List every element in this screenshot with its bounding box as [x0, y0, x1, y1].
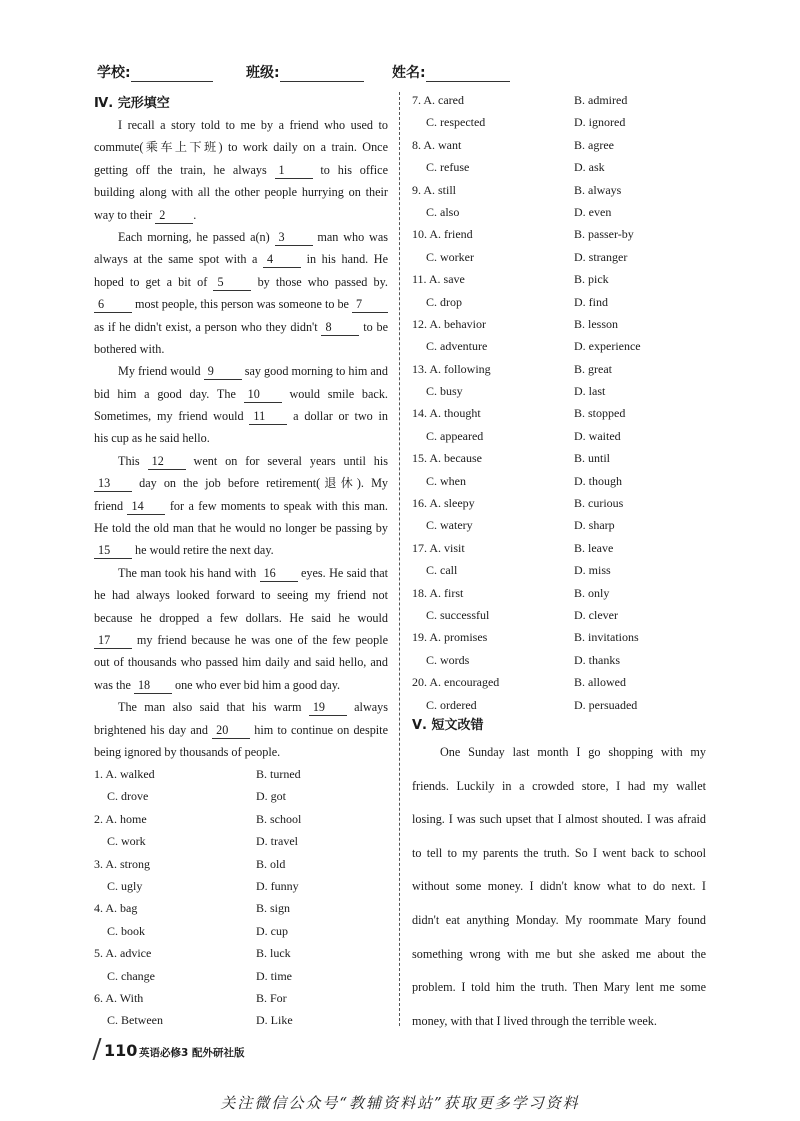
option-a: 10. A. friend	[412, 227, 473, 242]
class-blank	[280, 67, 364, 82]
option-row	[412, 291, 712, 313]
passage-line	[94, 495, 388, 517]
essay-line: didn't eat anything Monday. My roommate Mary found	[412, 912, 706, 927]
option-a: 9. A. still	[412, 182, 457, 197]
option-row	[94, 875, 394, 897]
school-field	[97, 62, 213, 82]
name-field	[392, 62, 510, 82]
name-label: 姓名:	[392, 65, 426, 81]
passage-text: would smile back.	[281, 386, 388, 401]
passage-line	[94, 651, 388, 673]
passage-line	[94, 383, 388, 405]
passage-line	[94, 741, 388, 763]
option-a: 7. A. cared	[412, 93, 464, 107]
option-a: 4. A. bag	[94, 901, 138, 916]
option-a: 2. A. home	[94, 811, 147, 826]
cloze-blank: 16	[260, 566, 298, 582]
footer-note: 关注微信公众号“教辅资料站”获取更多学习资料	[220, 1094, 580, 1112]
passage-line	[94, 674, 388, 696]
option-row	[94, 808, 394, 830]
option-b: B. luck	[256, 946, 291, 961]
cloze-blank: 6	[94, 297, 132, 313]
option-d: D. experience	[574, 339, 641, 354]
option-row	[412, 514, 712, 536]
passage-text: for a few moments to speak with this man.	[165, 498, 388, 513]
option-a: 17. A. visit	[412, 540, 465, 555]
passage-line	[94, 204, 388, 226]
class-label: 班级:	[246, 65, 280, 81]
option-row	[412, 559, 712, 581]
option-row	[412, 201, 712, 223]
passage-line	[94, 226, 388, 248]
essay-line: One Sunday last month I go shopping with my	[440, 745, 706, 759]
option-d: D. ask	[574, 160, 605, 175]
option-row	[412, 694, 712, 716]
option-d: D. even	[574, 204, 612, 219]
school-blank	[131, 67, 213, 82]
option-d: D. find	[574, 294, 608, 309]
passage-text: friend	[94, 498, 128, 513]
cloze-passage	[94, 114, 388, 763]
option-a: 8. A. want	[412, 137, 462, 152]
option-row	[412, 626, 712, 648]
option-row	[412, 447, 712, 469]
passage-text: bothered with.	[94, 341, 165, 356]
section4-title: Ⅳ. 完形填空	[94, 96, 170, 111]
cloze-blank: 7	[352, 297, 388, 313]
cloze-blank: 3	[275, 230, 313, 246]
option-row	[412, 335, 712, 357]
option-a: 15. A. because	[412, 451, 482, 466]
option-row	[412, 582, 712, 604]
passage-text: man who was	[312, 229, 388, 244]
passage-text: My friend would	[118, 364, 204, 379]
passage-line	[94, 271, 388, 293]
cloze-blank: 14	[127, 499, 165, 515]
cloze-blank: 11	[249, 409, 287, 425]
options-right	[412, 89, 712, 716]
passage-text: was the	[94, 677, 134, 692]
option-c: C. appeared	[426, 428, 484, 443]
passage-text: as if he didn't exist, a person who they didn't	[94, 319, 322, 334]
passage-line	[94, 248, 388, 270]
passage-line	[94, 293, 388, 315]
passage-text: eyes. He said that	[297, 565, 388, 580]
option-d: D. travel	[256, 834, 298, 849]
passage-line	[94, 316, 388, 338]
passage-line	[94, 136, 388, 158]
option-row	[412, 268, 712, 290]
option-b: B. allowed	[574, 675, 626, 690]
option-b: B. invitations	[574, 630, 639, 645]
passage-text: The man also said that his warm	[118, 700, 309, 715]
cloze-blank: 9	[204, 364, 242, 380]
cloze-blank: 2	[155, 208, 193, 224]
option-c: C. successful	[426, 607, 490, 622]
option-a: 11. A. save	[412, 272, 465, 287]
passage-line	[94, 562, 388, 584]
option-row	[94, 920, 394, 942]
passage-line	[94, 450, 388, 472]
option-row	[412, 380, 712, 402]
passage-text: way to their	[94, 207, 156, 222]
option-d: D. though	[574, 473, 622, 488]
passage-line	[94, 629, 388, 651]
passage-text: getting off the train, he always	[94, 162, 275, 177]
option-row	[94, 942, 394, 964]
option-c: C. call	[426, 563, 458, 578]
option-d: D. miss	[574, 563, 611, 578]
school-label: 学校:	[97, 65, 131, 81]
option-row	[94, 987, 394, 1009]
option-b: B. old	[256, 856, 286, 871]
option-row	[412, 223, 712, 245]
option-c: C. drove	[107, 789, 149, 804]
passage-text: The man took his hand with	[118, 565, 260, 580]
option-c: C. drop	[426, 294, 462, 309]
option-row	[94, 830, 394, 852]
option-c: C. ugly	[107, 878, 143, 893]
option-b: B. curious	[574, 496, 624, 511]
option-row	[412, 649, 712, 671]
passage-line	[94, 517, 388, 539]
option-d: D. funny	[256, 878, 299, 893]
option-row	[412, 179, 712, 201]
passage-line	[94, 696, 388, 718]
essay-line: without some money. I didn't know what to do next. I	[412, 879, 706, 894]
option-d: D. ignored	[574, 115, 626, 130]
option-a: 1. A. walked	[94, 767, 155, 781]
option-c: C. adventure	[426, 339, 488, 354]
passage-text: to be	[359, 319, 388, 334]
option-d: D. time	[256, 968, 292, 983]
passage-text: always at the same spot with a	[94, 252, 264, 267]
cloze-blank: 18	[134, 678, 172, 694]
passage-text: a dollar or two in	[287, 409, 388, 424]
passage-line	[94, 584, 388, 606]
option-c: C. refuse	[426, 160, 470, 175]
option-a: 14. A. thought	[412, 406, 481, 421]
option-c: C. also	[426, 204, 460, 219]
option-c: C. when	[426, 473, 466, 488]
passage-text: building along with all the other people hurrying on their	[94, 185, 388, 200]
cloze-blank: 13	[94, 476, 132, 492]
option-b: B. passer-by	[574, 227, 634, 242]
option-d: D. stranger	[574, 249, 628, 264]
passage-text: hoped to get a bit of	[94, 274, 214, 289]
passage-text: brightened his day and	[94, 722, 213, 737]
passage-text: my friend because he was one of the few people	[132, 632, 388, 647]
passage-text: he would retire the next day.	[132, 543, 274, 558]
option-d: D. last	[574, 384, 606, 399]
cloze-blank: 17	[94, 633, 132, 649]
option-c: C. work	[107, 834, 146, 849]
option-c: C. busy	[426, 384, 463, 399]
essay-line: losing. I was such upset that I almost shouted. I was afraid	[412, 812, 706, 827]
column-divider	[399, 92, 400, 1026]
essay-line: problem. I told him the truth. Then Mary lent me some	[412, 980, 706, 995]
cloze-blank: 19	[309, 700, 347, 716]
option-b: B. great	[574, 361, 612, 376]
option-row	[412, 604, 712, 626]
option-b: B. turned	[256, 767, 301, 781]
option-d: D. cup	[256, 923, 288, 938]
option-row	[412, 111, 712, 133]
options-left	[94, 763, 394, 1032]
option-row	[94, 763, 394, 785]
passage-text: in his hand. He	[301, 252, 388, 267]
option-b: B. school	[256, 811, 302, 826]
option-row	[412, 313, 712, 335]
passage-text: being ignored by thousands of people.	[94, 744, 281, 759]
option-b: B. lesson	[574, 316, 619, 331]
option-d: D. waited	[574, 428, 621, 443]
option-d: D. Like	[256, 1013, 293, 1028]
essay-line: money, with that I lived through the terrible week.	[412, 1013, 657, 1028]
option-b: B. stopped	[574, 406, 626, 421]
option-b: B. pick	[574, 272, 609, 287]
cloze-blank: 12	[148, 454, 186, 470]
option-b: B. For	[256, 990, 287, 1005]
passage-text: most people, this person was someone to be	[132, 297, 353, 312]
page-number: 110	[104, 1041, 138, 1060]
passage-text: went on for several years until his	[185, 453, 388, 468]
option-row	[94, 1009, 394, 1031]
passage-line	[94, 338, 388, 360]
passage-text: always	[346, 700, 388, 715]
option-row	[94, 853, 394, 875]
passage-text: Each morning, he passed a(n)	[118, 229, 275, 244]
option-b: B. admired	[574, 93, 628, 107]
passage-text: him to continue on despite	[250, 722, 388, 737]
option-a: 16. A. sleepy	[412, 496, 475, 511]
passage-text: Sometimes, my friend would	[94, 409, 250, 424]
option-a: 3. A. strong	[94, 856, 151, 871]
option-b: B. always	[574, 182, 622, 197]
passage-text: day on the job before retirement(退休). My	[132, 476, 388, 491]
class-field	[246, 62, 364, 82]
option-c: C. respected	[426, 115, 486, 130]
option-d: D. sharp	[574, 518, 615, 533]
option-b: B. agree	[574, 137, 614, 152]
option-c: C. worker	[426, 249, 474, 264]
option-a: 6. A. With	[94, 990, 144, 1005]
passage-line	[94, 360, 388, 382]
error-correction-passage	[412, 736, 706, 1038]
option-c: C. change	[107, 968, 155, 983]
option-a: 5. A. advice	[94, 946, 152, 961]
passage-line	[94, 114, 388, 136]
option-b: B. only	[574, 585, 610, 600]
passage-text: bid him a good day. The	[94, 386, 244, 401]
option-row	[412, 470, 712, 492]
passage-text: He told the old man that he would no longer be passing by	[94, 521, 388, 536]
cloze-blank: 4	[263, 252, 301, 268]
book-title: 英语必修3 配外研社版	[139, 1047, 245, 1059]
passage-line	[94, 159, 388, 181]
option-a: 19. A. promises	[412, 630, 488, 645]
option-d: D. got	[256, 789, 286, 804]
option-row	[94, 897, 394, 919]
passage-line	[94, 405, 388, 427]
option-a: 20. A. encouraged	[412, 675, 500, 690]
cloze-blank: 20	[212, 723, 250, 739]
option-c: C. words	[426, 652, 470, 667]
option-row	[412, 358, 712, 380]
option-row	[94, 965, 394, 987]
option-b: B. leave	[574, 540, 614, 555]
option-row	[412, 425, 712, 447]
cloze-blank: 1	[275, 163, 313, 179]
name-blank	[426, 67, 510, 82]
option-d: D. persuaded	[574, 697, 638, 712]
passage-text: out of thousands who passed him daily and said hello, and	[94, 655, 388, 670]
page-number-slash	[92, 1038, 101, 1060]
passage-text: by those who passed by.	[251, 274, 388, 289]
passage-text: say good morning to him and	[241, 364, 388, 379]
passage-text: because he dropped a few dollars. He said he would	[94, 610, 388, 625]
passage-line	[94, 539, 388, 561]
option-d: D. thanks	[574, 652, 620, 667]
cloze-blank: 8	[321, 320, 359, 336]
section5-title: Ⅴ. 短文改错	[412, 718, 484, 733]
essay-line: to tell to my parents the truth. So I went back to school	[412, 845, 706, 860]
passage-line	[94, 181, 388, 203]
passage-line	[94, 427, 388, 449]
passage-line	[94, 607, 388, 629]
option-a: 18. A. first	[412, 585, 464, 600]
passage-text: one who ever bid him a good day.	[171, 677, 341, 692]
passage-text: his cup as he said hello.	[94, 431, 210, 446]
cloze-blank: 5	[213, 275, 251, 291]
option-row	[412, 537, 712, 559]
option-a: 13. A. following	[412, 361, 491, 376]
option-row	[412, 89, 712, 111]
option-row	[412, 134, 712, 156]
passage-line	[94, 719, 388, 741]
passage-text: This	[118, 453, 148, 468]
passage-text: I recall a story told to me by a friend who used to	[118, 118, 388, 132]
option-row	[412, 156, 712, 178]
option-c: C. book	[107, 923, 146, 938]
passage-text: to his office	[312, 162, 388, 177]
option-c: C. watery	[426, 518, 473, 533]
cloze-blank: 15	[94, 543, 132, 559]
option-row	[94, 785, 394, 807]
passage-text: .	[193, 207, 197, 222]
cloze-blank: 10	[244, 387, 282, 403]
option-row	[412, 671, 712, 693]
option-row	[412, 246, 712, 268]
option-b: B. sign	[256, 901, 291, 916]
option-c: C. Between	[107, 1013, 163, 1028]
passage-text: commute(乘车上下班) to work daily on a train. Once	[94, 140, 388, 155]
option-d: D. clever	[574, 607, 618, 622]
passage-line	[94, 472, 388, 494]
essay-line: something wrong with me but she asked me about the	[412, 946, 706, 961]
option-row	[412, 402, 712, 424]
option-row	[412, 492, 712, 514]
passage-text: he had always looked forward to seeing my friend not	[94, 588, 388, 603]
essay-line: friends. Luckily in a crowded store, I had my wallet	[412, 778, 706, 793]
option-b: B. until	[574, 451, 611, 466]
option-c: C. ordered	[426, 697, 477, 712]
option-a: 12. A. behavior	[412, 316, 486, 331]
